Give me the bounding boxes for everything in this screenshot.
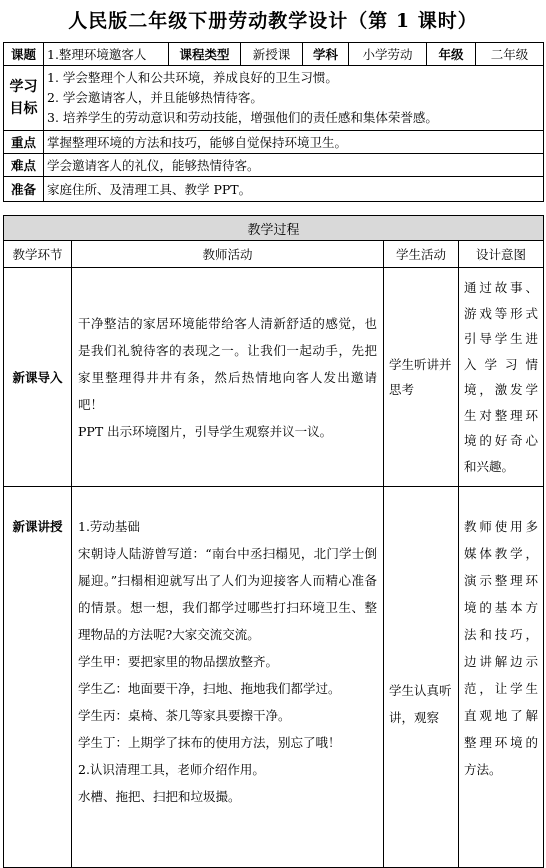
- teacher-paragraph: 宋朝诗人陆游曾写道：“南台中丞扫榻见，北门学士倒屣迎。”扫榻相迎就写出了人们为迎接客人而精心准备的情景。想一想，我们都学过哪些打扫环境卫生、整理物品的方法呢?大家交流交流。: [78, 546, 377, 642]
- process-table: [3, 215, 544, 868]
- design-intent-cell: 通过故事、游戏等形式引导学生进入学习情境，激发学生对整理环境的好奇心和兴趣。: [459, 268, 544, 487]
- info-table: [3, 42, 544, 202]
- student-activity-cell: 学生听讲并思考: [384, 268, 459, 487]
- teacher-activity-cell: [72, 487, 384, 868]
- teacher-paragraph: 学生丁：上期学了抹布的使用方法，别忘了哦！: [78, 735, 341, 750]
- column-header: 教学环节: [4, 241, 72, 268]
- topic-label: 课题: [4, 43, 44, 66]
- teacher-paragraph: PPT 出示环境图片，引导学生观察并议一议。: [78, 423, 333, 439]
- column-header: 学生活动: [384, 241, 459, 268]
- teacher-paragraph: 学生乙：地面要干净，扫地、拖地我们都学过。: [78, 681, 341, 696]
- teacher-paragraph: 干净整洁的家居环境能带给客人清新舒适的感觉，也是我们礼貌待客的表现之一。让我们一起动手，先把家里整理得井井有条，然后热情地向客人发出邀请吧！: [78, 315, 377, 412]
- teacher-paragraph: 学生丙：桌椅、茶几等家具要擦干净。: [78, 708, 291, 723]
- info-row-difficult: [4, 154, 544, 177]
- process-row-lesson: [4, 487, 544, 868]
- process-row-intro: [4, 268, 544, 487]
- student-activity-cell: 学生认真听讲，观察: [384, 487, 459, 868]
- page-title: 人民版二年级下册劳动教学设计（第 1 课时）: [68, 10, 478, 32]
- objectives-label: 学习目标: [4, 66, 44, 131]
- column-header: 设计意图: [459, 241, 544, 268]
- type-value: 新授课: [241, 43, 303, 66]
- topic-value: 1.整理环境邀客人: [44, 43, 169, 66]
- prep-value: 家庭住所、及清理工具、教学 PPT。: [44, 177, 544, 202]
- process-column-headers: [4, 241, 544, 268]
- subject-value: 小学劳动: [349, 43, 427, 66]
- teacher-paragraph: 2.认识清理工具，老师介绍作用。: [78, 762, 265, 777]
- info-row-key: [4, 131, 544, 154]
- design-intent-cell: 教师使用多媒体教学，演示整理环境的基本方法和技巧，边讲解边示范，让学生直观地了解整理环境的方法。: [459, 487, 544, 868]
- key-label: 重点: [4, 131, 44, 154]
- info-row-objectives: [4, 66, 544, 131]
- objective-item: 1. 学会整理个人和公共环境，养成良好的卫生习惯。: [47, 70, 338, 85]
- objectives-cell: [44, 66, 544, 131]
- objective-item: 2. 学会邀请客人，并且能够热情待客。: [47, 90, 263, 105]
- difficult-value: 学会邀请客人的礼仪，能够热情待客。: [44, 154, 544, 177]
- info-row-topic: [4, 43, 544, 66]
- teacher-paragraph: 水槽、拖把、扫把和垃圾撮。: [78, 789, 241, 804]
- type-label: 课程类型: [169, 43, 241, 66]
- teacher-paragraph: 1.劳动基础: [78, 519, 140, 534]
- grade-value: 二年级: [476, 43, 544, 66]
- objective-item: 3. 培养学生的劳动意识和劳动技能，增强他们的责任感和集体荣誉感。: [47, 110, 438, 125]
- stage-cell: 新课导入: [4, 268, 72, 487]
- difficult-label: 难点: [4, 154, 44, 177]
- prep-label: 准备: [4, 177, 44, 202]
- teacher-paragraph: 学生甲：要把家里的物品摆放整齐。: [78, 654, 279, 669]
- grade-label: 年级: [427, 43, 476, 66]
- stage-cell: 新课讲授: [4, 487, 72, 868]
- teacher-activity-cell: [72, 268, 384, 487]
- column-header: 教师活动: [72, 241, 384, 268]
- info-row-prep: [4, 177, 544, 202]
- process-header: 教学过程: [4, 216, 544, 241]
- subject-label: 学科: [303, 43, 349, 66]
- key-value: 掌握整理环境的方法和技巧，能够自觉保持环境卫生。: [44, 131, 544, 154]
